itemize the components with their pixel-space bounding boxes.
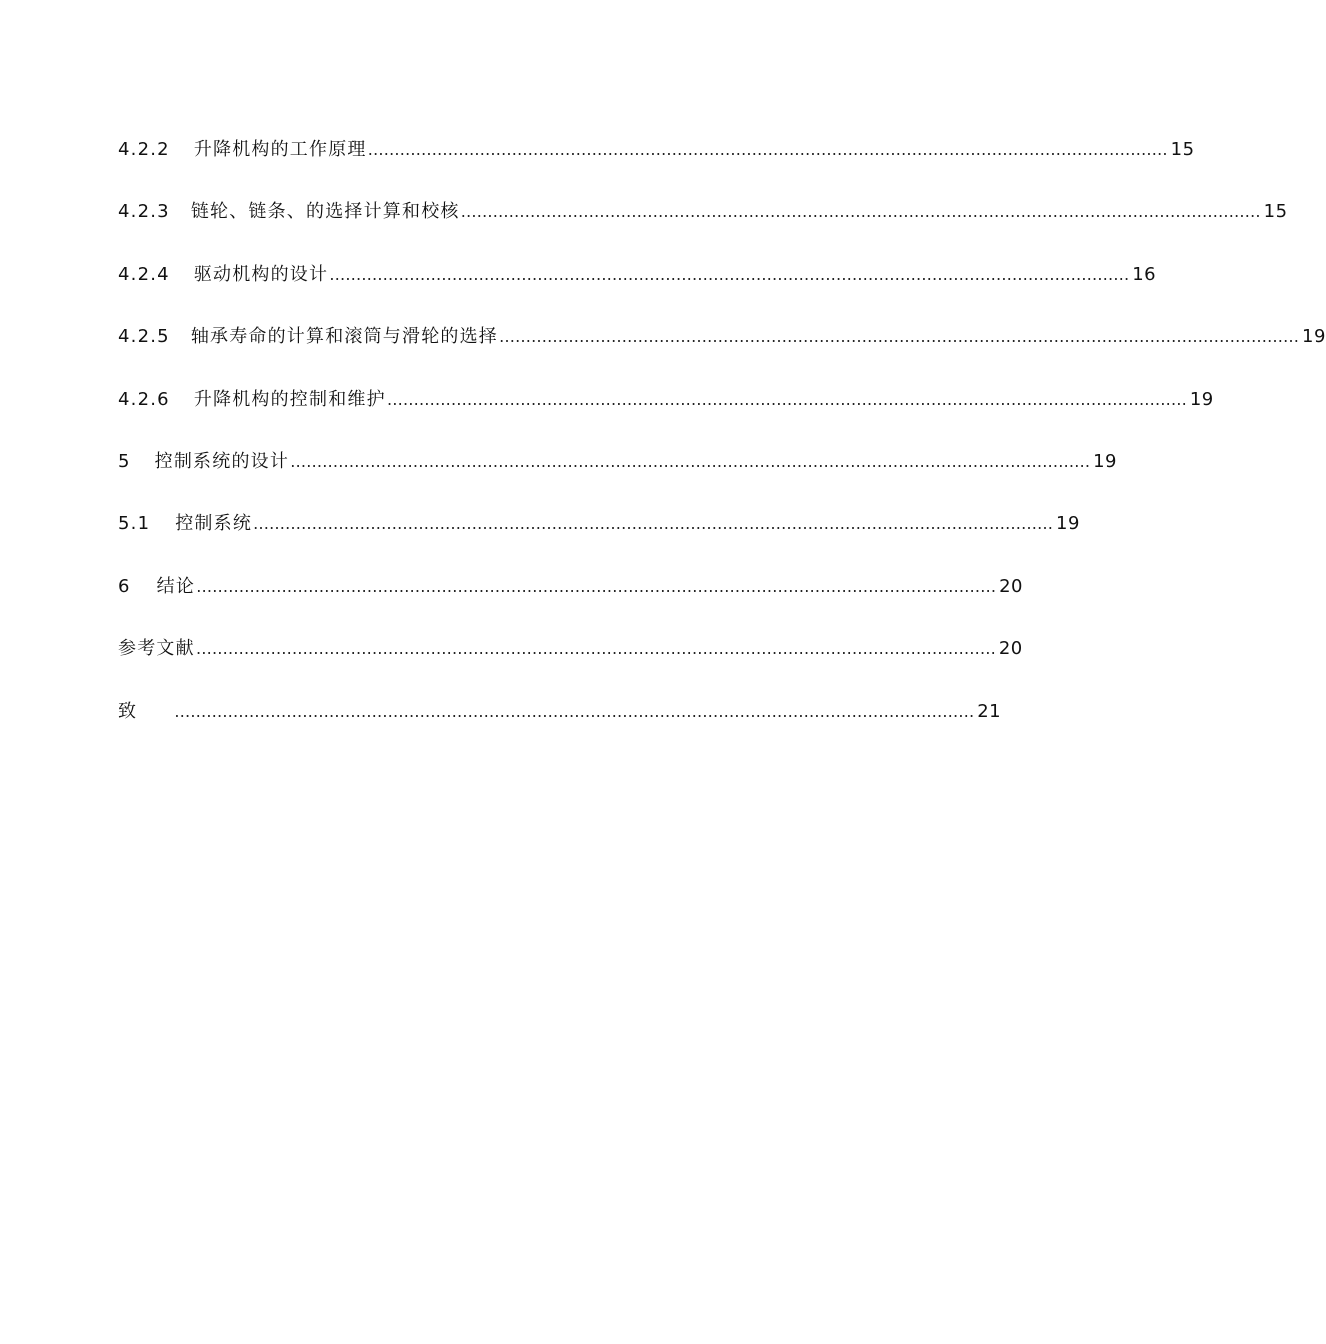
toc-entry-number: 6 (118, 575, 131, 597)
toc-dot-leader: …………………………………………………………………………………………………………………………………… (367, 140, 1168, 159)
toc-entry[interactable] (118, 134, 1195, 196)
table-of-contents (118, 134, 1326, 758)
toc-entry[interactable] (118, 259, 1157, 321)
toc-entry-number: 5 (118, 450, 131, 472)
toc-dot-leader: …………………………………………………………………………………………………………………………………… (460, 202, 1261, 222)
toc-entry-title: 轴承寿命的计算和滚筒与滑轮的选择 (190, 326, 499, 348)
toc-entry[interactable] (118, 571, 1023, 633)
toc-entry[interactable] (118, 446, 1117, 508)
toc-dot-leader: …………………………………………………………………………………………………………………………………… (253, 514, 1054, 534)
toc-entry[interactable] (118, 321, 1326, 383)
toc-entry-page: 16 (1132, 263, 1157, 285)
toc-entry[interactable] (118, 633, 1023, 695)
toc-entry-page: 19 (1302, 326, 1326, 348)
toc-entry-page: 20 (998, 638, 1023, 660)
toc-entry-page: 15 (1263, 201, 1288, 223)
toc-entry-page: 15 (1170, 139, 1195, 160)
toc-entry-title: 链轮、链条、的选择计算和校核 (190, 201, 460, 223)
toc-entry-page: 20 (999, 575, 1023, 597)
toc-dot-leader: …………………………………………………………………………………………………………………………………… (290, 451, 1091, 471)
toc-entry[interactable] (118, 384, 1214, 446)
toc-entry-title: 升降机构的控制和维护 (193, 388, 386, 410)
toc-entry-number: 4.2.5 (118, 326, 170, 348)
toc-entry-page: 19 (1093, 450, 1117, 472)
toc-entry-number: 4.2.3 (118, 201, 170, 223)
toc-entry-number: 4.2.6 (118, 388, 170, 410)
toc-entry-page: 19 (1056, 513, 1080, 535)
toc-entry-number: 4.2.2 (118, 139, 170, 160)
toc-dot-leader: …………………………………………………………………………………………………………………………………… (499, 327, 1300, 347)
toc-entry-title: 控制系统 (175, 513, 253, 535)
toc-entry-number: 5.1 (118, 513, 151, 535)
toc-dot-leader: …………………………………………………………………………………………………………………………………… (386, 389, 1187, 409)
toc-dot-leader: …………………………………………………………………………………………………………………………………… (195, 639, 996, 659)
toc-entry-page: 21 (977, 700, 1002, 722)
toc-dot-leader: …………………………………………………………………………………………………………………………………… (329, 264, 1130, 284)
toc-entry-title: 结论 (156, 575, 196, 597)
toc-entry-page: 19 (1189, 388, 1214, 410)
toc-entry-title: 升降机构的工作原理 (193, 139, 367, 160)
toc-entry[interactable] (118, 196, 1288, 258)
toc-dot-leader: …………………………………………………………………………………………………………………………………… (174, 701, 975, 721)
toc-entry-number: 4.2.4 (118, 263, 170, 285)
toc-entry-title: 致 (118, 700, 138, 722)
toc-entry-title: 控制系统的设计 (154, 450, 290, 472)
toc-entry-title: 参考文献 (118, 638, 195, 660)
toc-dot-leader: …………………………………………………………………………………………………………………………………… (196, 576, 997, 596)
toc-entry[interactable] (118, 508, 1080, 570)
toc-entry-title: 驱动机构的设计 (193, 263, 329, 285)
toc-entry[interactable] (118, 696, 1002, 758)
